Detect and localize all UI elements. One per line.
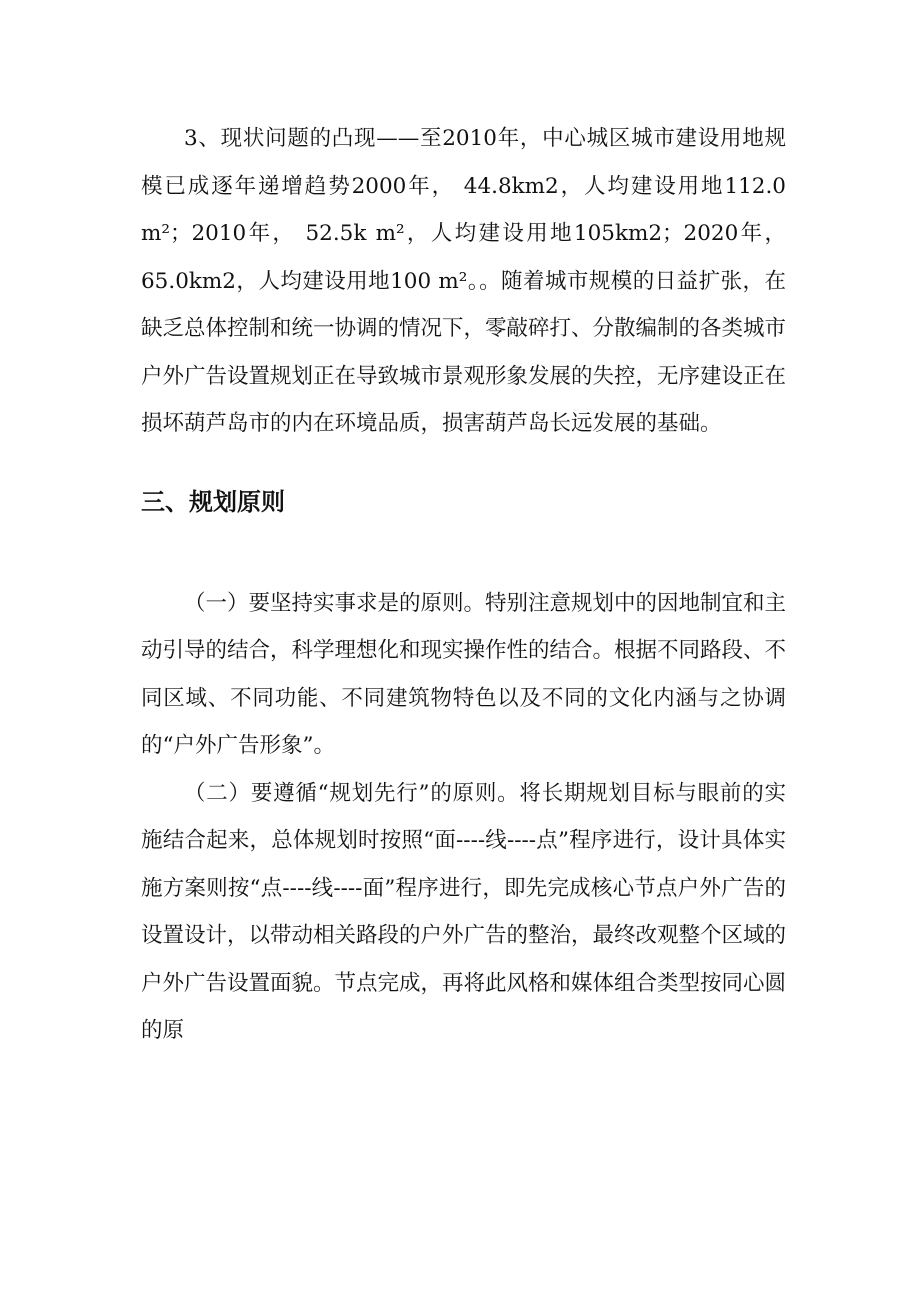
paragraph-principle-2: （二）要遵循“规划先行”的原则。将长期规划目标与眼前的实施结合起来，总体规划时按照“面----线----点”程序进行，设计具体实施方案则按“点----线----面”程序进行，即先完成核心节点户外广告的设置设计，以带动相关路段的户外广告的整治，最终改观整个区域的户外广告设置面貌。节点完成，再将此风格和媒体组合类型按同心圆的原 — [141, 780, 787, 1043]
paragraph-principle-1: （一）要坚持实事求是的原则。特别注意规划中的因地制宜和主动引导的结合，科学理想化和现实操作性的结合。根据不同路段、不同区域、不同功能、不同建筑物特色以及不同的文化内涵与之协调的“户外广告形象”。 — [141, 590, 787, 758]
section-heading-planning-principles: 三、规划原则 — [141, 487, 285, 516]
document-body — [141, 115, 786, 1055]
paragraph-current-problems: 3、现状问题的凸现——至2010年，中心城区城市建设用地规模已成逐年递增趋势2000年， 44.8km2，人均建设用地112.0 m²；2010年， 52.5k m²，人均建设用地105km2；2020年， 65.0km2，人均建设用地100 m²。。随着城市规模的日益扩张，在缺乏总体控制和统一协调的情况下，零敲碎打、分散编制的各类城市户外广告设置规划正在导致城市景观形象发展的失控，无序建设正在损坏葫芦岛市的内在环境品质，损害葫芦岛长远发展的基础。 — [141, 126, 787, 436]
